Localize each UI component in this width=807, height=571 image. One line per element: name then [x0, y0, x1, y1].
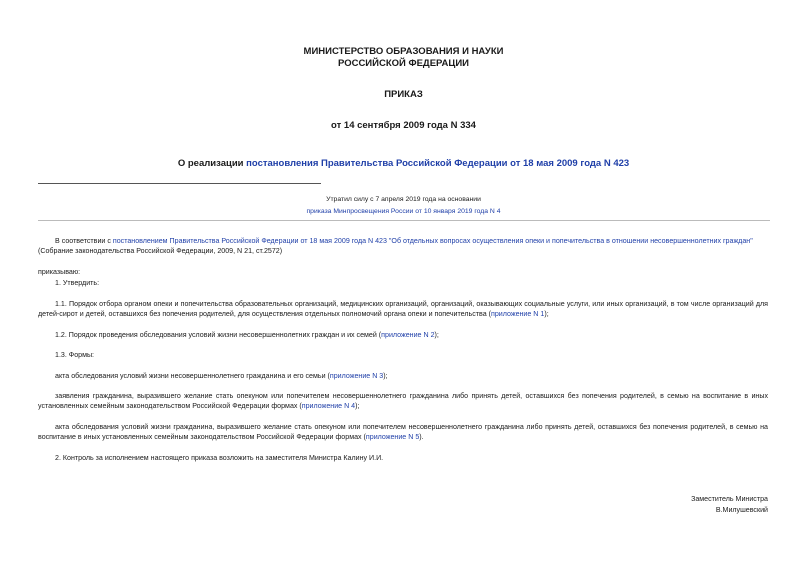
- form-2: [38, 391, 768, 411]
- appendix-2-link[interactable]: приложение N 2: [381, 331, 435, 339]
- form-1-text: акта обследования условий жизни несовершеннолетнего гражданина и его семьи (: [55, 372, 330, 380]
- appendix-4-link[interactable]: приложение N 4: [301, 402, 356, 410]
- item-2: 2. Контроль за исполнением настоящего приказа возложить на заместителя Министра Калину И.И.: [55, 454, 384, 462]
- document-date-number: от 14 сентября 2009 года N 334: [331, 120, 476, 131]
- appendix-3-link[interactable]: приложение N 3: [329, 372, 384, 380]
- preamble-decree-link[interactable]: постановлением Правительства Российской Федерации от 18 мая 2009 года N 423 "Об отдельных вопросах осуществления опеки и попечительства в отношении несовершеннолетних граждан": [112, 237, 753, 245]
- preamble-paragraph: [38, 236, 768, 246]
- item-1-1: [38, 299, 768, 319]
- item-1-3: 1.3. Формы:: [55, 351, 95, 359]
- item-1-1-end: );: [544, 310, 549, 318]
- ministry-name-line2: РОССИЙСКОЙ ФЕДЕРАЦИИ: [337, 58, 469, 69]
- item-1-2: [55, 330, 439, 340]
- form-2-end: );: [355, 402, 360, 410]
- document-title: [0, 158, 807, 169]
- form-1-end: );: [383, 372, 388, 380]
- form-2-text: заявления гражданина, выразившего желание стать опекуном или попечителем несовершеннолетнего гражданина либо принять детей, оставшихся без попечения родителей, в семью на воспитание в иных установленных семейным законодательством Российской Федерации формах (: [38, 392, 768, 410]
- form-3: [38, 422, 768, 442]
- title-decree-link[interactable]: постановления Правительства Российской Федерации от 18 мая 2009 года N 423: [246, 158, 630, 169]
- item-1-2-end: );: [434, 331, 439, 339]
- form-3-end: ).: [419, 433, 424, 441]
- appendix-5-link[interactable]: приложение N 5: [365, 433, 420, 441]
- appendix-1-link[interactable]: приложение N 1: [490, 310, 545, 318]
- repeal-order-link[interactable]: приказа Минпросвещения России от 10 января 2019 года N 4: [306, 208, 501, 215]
- ministry-name-line1: МИНИСТЕРСТВО ОБРАЗОВАНИЯ И НАУКИ: [303, 46, 504, 57]
- document-type: ПРИКАЗ: [384, 89, 423, 100]
- preamble-prefix: В соответствии с: [55, 237, 113, 245]
- status-note-link-line: [0, 207, 807, 217]
- signatory-name: В.Милушевский: [715, 506, 768, 514]
- signatory-position: Заместитель Министра: [691, 495, 768, 503]
- form-3-text: акта обследования условий жизни гражданина, выразившего желание стать опекуном или попечителем несовершеннолетнего гражданина либо принять детей, оставшихся без попечения родителей, в семью на воспитание в иных установленных семейным законодательством Российской Федерации формах (: [38, 423, 768, 441]
- status-divider: [38, 220, 770, 221]
- item-1: 1. Утвердить:: [55, 279, 100, 287]
- item-1-2-text: 1.2. Порядок проведения обследования условий жизни несовершеннолетних граждан и их семей (: [55, 331, 382, 339]
- item-1-1-text: 1.1. Порядок отбора органом опеки и попечительства образовательных организаций, медицинских организаций, организаций, оказывающих социальные услуги, или иных организаций, в том числе организаций для детей-сирот и детей, оставшихся без попечения родителей, для осуществления отдельных полномочий органа опеки и попечительства (: [38, 300, 768, 318]
- status-note: Утратил силу с 7 апреля 2019 года на основании: [326, 196, 481, 203]
- form-1: [55, 371, 388, 381]
- title-divider: [38, 183, 321, 184]
- preamble-source: (Собрание законодательства Российской Федерации, 2009, N 21, ст.2572): [38, 247, 283, 255]
- order-word: приказываю:: [38, 268, 81, 276]
- title-prefix: О реализации: [177, 158, 247, 169]
